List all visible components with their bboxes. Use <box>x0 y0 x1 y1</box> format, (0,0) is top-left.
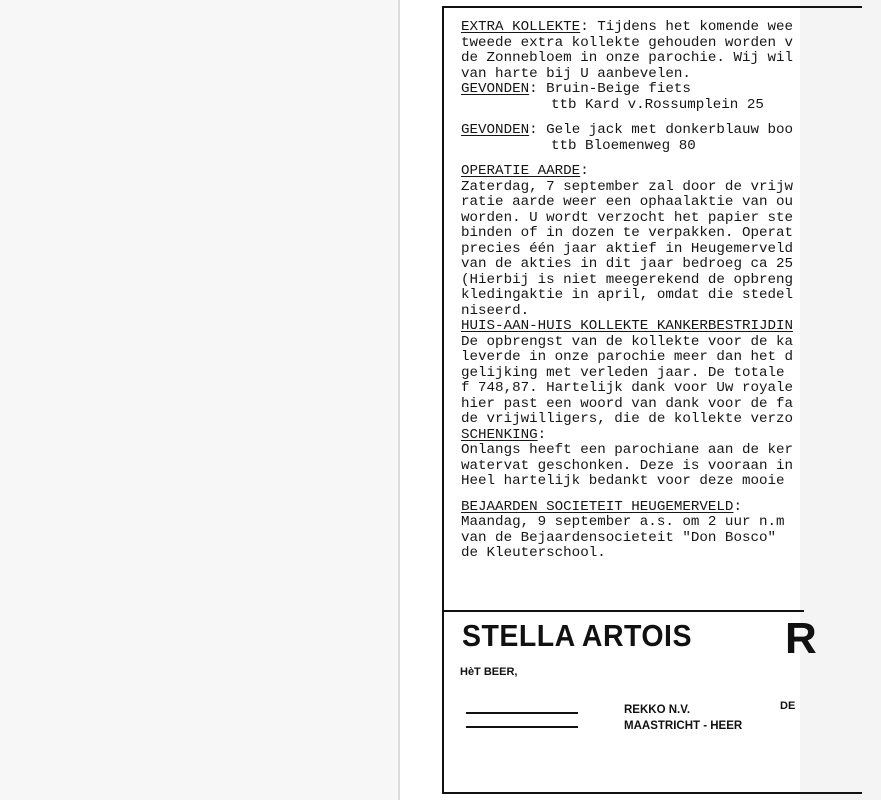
text-line: gelijking met verleden jaar. De totale <box>461 364 785 381</box>
text-line: van harte bij U aanbevelen. <box>461 65 691 82</box>
text-line: ttb Kard v.Rossumplein 25 <box>551 96 764 113</box>
text-line: De opbrengst van de kollekte voor de ka <box>461 333 794 350</box>
text-line: leverde in onze parochie meer dan het d <box>461 349 794 365</box>
text-line: de vrijwilligers, die de kollekte verzo <box>461 411 794 427</box>
ad-company-name: REKKO N.V. <box>624 704 691 716</box>
text-line: ratie aarde weer een ophaalaktie van ou <box>461 194 794 210</box>
left-blank-page <box>0 0 398 800</box>
text-line: precies één jaar aktief in Heugemerveld <box>461 240 794 257</box>
text-line <box>461 164 881 180</box>
text-line: worden. U wordt verzocht het papier ste <box>461 209 794 226</box>
ad-slogan: HèT BEER, <box>460 666 518 678</box>
text-line: tweede extra kollekte gehouden worden v <box>461 34 794 51</box>
section-heading: SCHENKING <box>461 426 538 443</box>
text-line: binden of in dozen te verpakken. Operat <box>461 225 794 241</box>
ad-partial-brand: R <box>785 614 817 663</box>
section-heading: GEVONDEN <box>461 122 530 138</box>
section-heading: BEJAARDEN SOCIETEIT HEUGEMERVELD <box>461 498 734 515</box>
text-line: de Kleuterschool. <box>461 545 606 561</box>
text-line: niseerd. <box>461 302 530 319</box>
text-line: watervat geschonken. Deze is vooraan in <box>461 457 794 474</box>
text-line: van de Bejaardensocieteit "Don Bosco" <box>461 529 777 546</box>
line-text: : Bruin-Beige fiets <box>529 81 691 97</box>
text-line: (Hierbij is niet meegerekend de opbreng <box>461 271 794 288</box>
text-line: Onlangs heeft een parochiane aan de ker <box>461 442 794 458</box>
line-text: : <box>580 163 589 179</box>
bulletin-text <box>461 20 881 562</box>
line-text: : Tijdens het komende wee <box>580 19 794 35</box>
text-line: f 748,87. Hartelijk dank voor Uw royale <box>461 380 794 396</box>
ad-rule-1 <box>466 712 578 714</box>
ad-rule-2 <box>466 726 578 728</box>
text-line: de Zonnebloem in onze parochie. Wij wil <box>461 50 794 66</box>
stella-artois-advertisement <box>444 612 817 792</box>
text-line <box>461 428 881 444</box>
ad-company-city: MAASTRICHT - HEER <box>624 720 743 732</box>
text-line: van de akties in dit jaar bedroeg ca 25 <box>461 256 794 272</box>
section-heading: GEVONDEN <box>461 81 530 97</box>
text-line: Maandag, 9 september a.s. om 2 uur n.m <box>461 514 785 530</box>
ad-brand: STELLA ARTOIS <box>462 618 692 653</box>
section-heading: HUIS-AAN-HUIS KOLLEKTE KANKERBESTRIJDIN <box>461 318 794 334</box>
section-heading: OPERATIE AARDE <box>461 163 581 179</box>
text-line <box>461 123 881 139</box>
text-line: Zaterdag, 7 september zal door de vrijw <box>461 178 794 195</box>
ad-partial-text: DE <box>780 700 796 712</box>
line-text: : Gele jack met donkerblauw boo <box>529 122 794 138</box>
text-line: hier past een woord van dank voor de fa <box>461 395 794 412</box>
section-heading: EXTRA KOLLEKTE <box>461 19 581 35</box>
line-text: : <box>537 426 547 443</box>
text-line <box>461 20 881 36</box>
text-line: ttb Bloemenweg 80 <box>551 137 696 154</box>
text-line <box>461 82 881 98</box>
text-line <box>461 500 881 516</box>
right-page <box>400 0 817 800</box>
text-line: kledingaktie in april, omdat die stedel <box>461 287 794 303</box>
text-line: Heel hartelijk bedankt voor deze mooie <box>461 473 785 489</box>
text-line <box>461 319 881 335</box>
line-text: : <box>733 498 742 515</box>
